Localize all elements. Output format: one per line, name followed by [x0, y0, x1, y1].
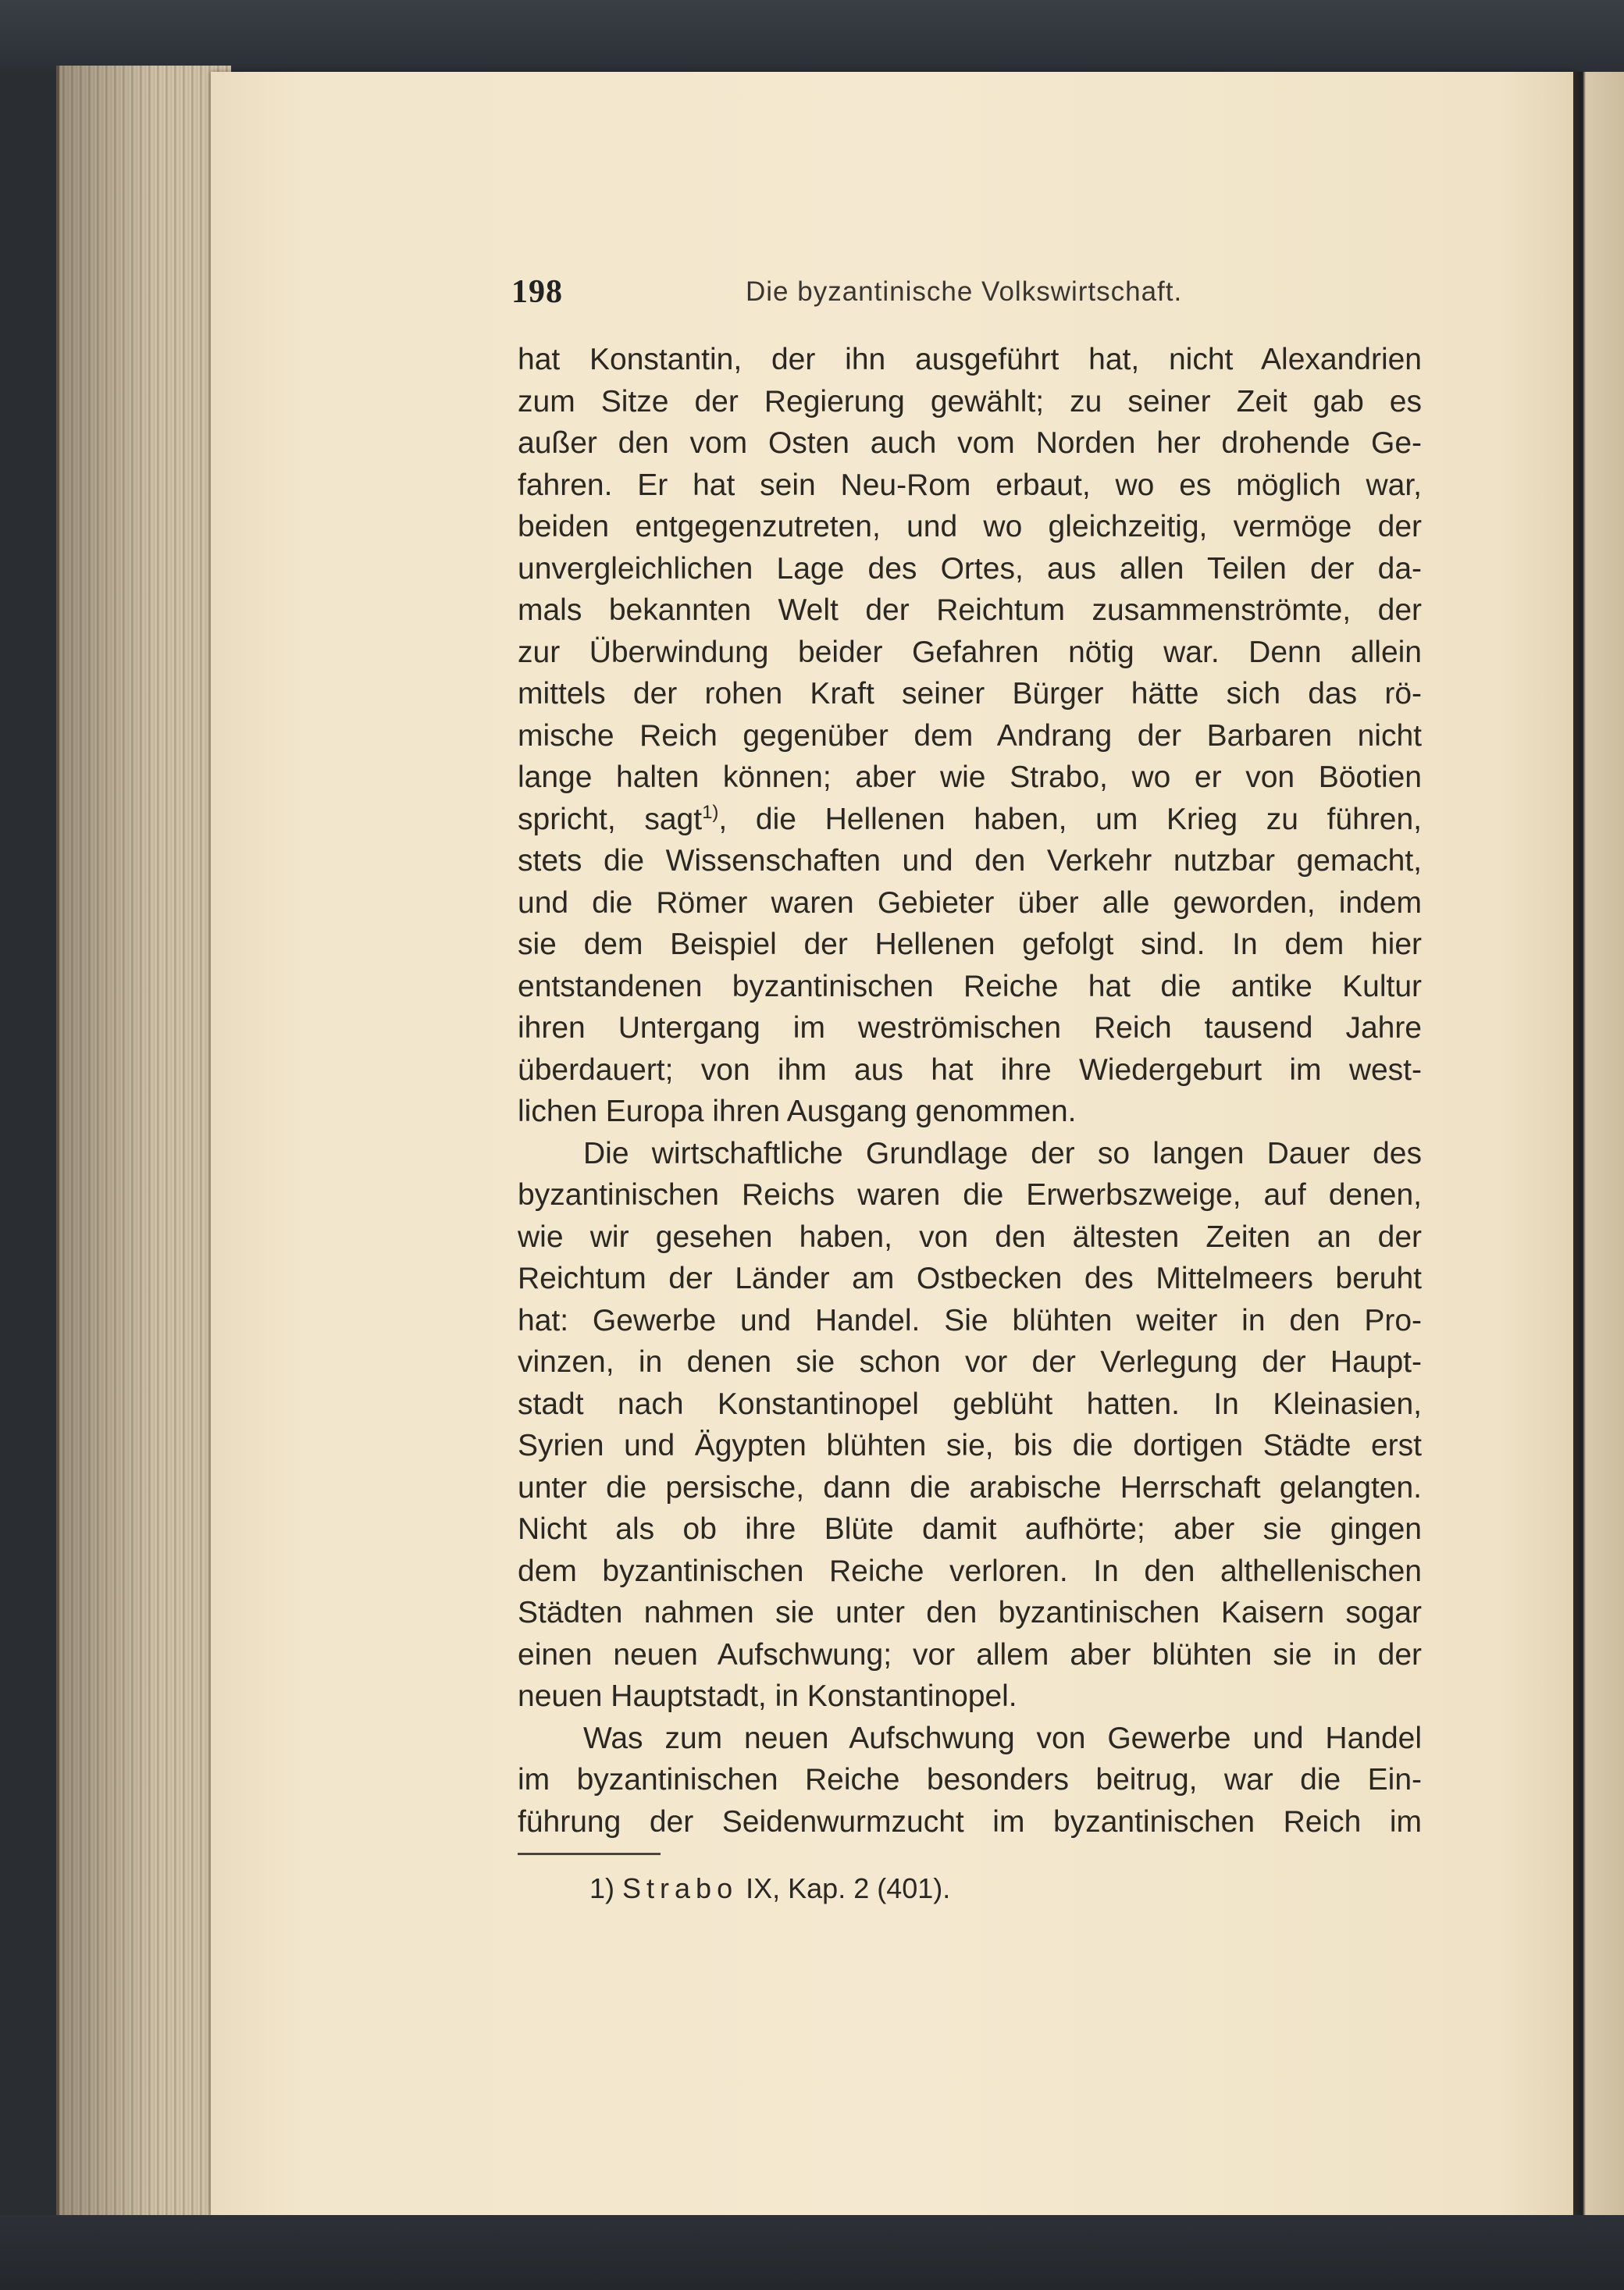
- text-line: mittels der rohen Kraft seiner Bürger hätte sich das rö-: [518, 677, 1422, 711]
- text-line: hat: Gewerbe und Handel. Sie blühten weiter in den Pro-: [518, 1303, 1422, 1337]
- text-line: unter die persische, dann die arabische Herrschaft gelangten.: [518, 1470, 1422, 1505]
- text-line: mals bekannten Welt der Reichtum zusammenströmte, der: [518, 593, 1422, 627]
- footnote-reference-text: IX, Kap. 2 (401).: [746, 1872, 951, 1904]
- footnote-separator: [518, 1853, 661, 1855]
- text-line: dem byzantinischen Reiche verloren. In den althellenischen: [518, 1554, 1422, 1588]
- text-line: Städten nahmen sie unter den byzantinischen Kaisern sogar: [518, 1596, 1422, 1629]
- text-line: mische Reich gegenüber dem Andrang der Barbaren nicht: [518, 718, 1422, 753]
- text-line: entstandenen byzantinischen Reiche hat die antike Kultur: [518, 969, 1422, 1003]
- text-line: zum Sitze der Regierung gewählt; zu seiner Zeit gab es: [518, 384, 1422, 418]
- text-line: Die wirtschaftliche Grundlage der so langen Dauer des: [583, 1136, 1422, 1170]
- text-line: byzantinischen Reichs waren die Erwerbszweige, auf denen,: [518, 1178, 1422, 1212]
- text-fragment: spricht, sagt: [518, 802, 703, 836]
- body-text: [518, 339, 1422, 1843]
- text-line: fahren. Er hat sein Neu-Rom erbaut, wo es möglich war,: [518, 468, 1422, 502]
- footnote-author: Strabo: [622, 1872, 739, 1904]
- page-number: 198: [511, 274, 563, 310]
- running-head: Die byzantinische Volkswirtschaft.: [746, 276, 1183, 307]
- text-line: im byzantinischen Reiche besonders beitrug, war die Ein-: [518, 1763, 1422, 1797]
- text-line: einen neuen Aufschwung; vor allem aber blühten sie in der: [518, 1637, 1422, 1672]
- text-line: außer den vom Osten auch vom Norden her drohende Ge-: [518, 426, 1422, 460]
- text-line: ihren Untergang im weströmischen Reich tausend Jahre: [518, 1011, 1422, 1045]
- text-line-with-footnote-ref: [518, 799, 1422, 841]
- text-line: und die Römer waren Gebieter über alle geworden, indem: [518, 885, 1422, 920]
- text-line: lange halten können; aber wie Strabo, wo er von Böotien: [518, 760, 1422, 794]
- text-line: stadt nach Konstantinopel geblüht hatten. In Kleinasien,: [518, 1387, 1422, 1421]
- text-fragment: , die Hellenen haben, um Krieg zu führen,: [718, 802, 1422, 836]
- text-line: zur Überwindung beider Gefahren nötig war. Denn allein: [518, 635, 1422, 669]
- text-line: Nicht als ob ihre Blüte damit aufhörte; aber sie gingen: [518, 1512, 1422, 1546]
- text-line: hat Konstantin, der ihn ausgeführt hat, nicht Alexandrien: [518, 343, 1422, 376]
- text-line: führung der Seidenwurmzucht im byzantinischen Reich im: [518, 1804, 1422, 1839]
- text-line: vinzen, in denen sie schon vor der Verlegung der Haupt-: [518, 1345, 1422, 1379]
- text-line: wie wir gesehen haben, von den ältesten Zeiten an der: [518, 1220, 1422, 1254]
- scan-background-top: [0, 0, 1624, 70]
- page-header: [511, 273, 1421, 320]
- text-line: Reichtum der Länder am Ostbecken des Mittelmeers beruht: [518, 1262, 1422, 1295]
- footnote: [589, 1872, 950, 1905]
- page-stack-shadow: [56, 66, 228, 2221]
- text-line: lichen Europa ihren Ausgang genommen.: [518, 1095, 1077, 1128]
- text-line: stets die Wissenschaften und den Verkehr nutzbar gemacht,: [518, 844, 1422, 878]
- text-line: neuen Hauptstadt, in Konstantinopel.: [518, 1679, 1017, 1713]
- text-line: sie dem Beispiel der Hellenen gefolgt sind. In dem hier: [518, 928, 1422, 961]
- text-line: überdauert; von ihm aus hat ihre Wiedergeburt im west-: [518, 1052, 1422, 1087]
- footnote-reference: 1): [702, 801, 719, 823]
- text-line: unvergleichlichen Lage des Ortes, aus allen Teilen der da-: [518, 551, 1422, 586]
- book-right-edge: [1573, 72, 1624, 2215]
- text-line: Syrien und Ägypten blühten sie, bis die dortigen Städte erst: [518, 1429, 1422, 1462]
- scan-background-bottom: [0, 2215, 1624, 2290]
- footnote-marker: 1): [589, 1872, 615, 1904]
- text-line: Was zum neuen Aufschwung von Gewerbe und Handel: [583, 1721, 1422, 1755]
- text-line: beiden entgegenzutreten, und wo gleichzeitig, vermöge der: [518, 510, 1422, 543]
